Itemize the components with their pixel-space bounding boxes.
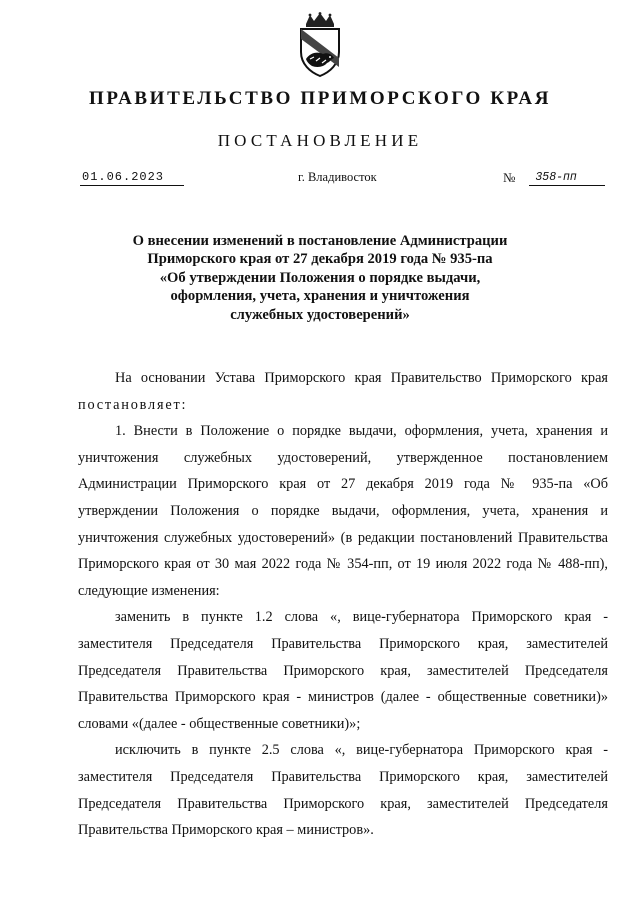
document-number (503, 170, 605, 186)
number-value: 358-пп (529, 171, 605, 186)
heading-line: служебных удостоверений» (230, 306, 410, 323)
number-sign: № (503, 170, 516, 185)
heading-line: Приморского края от 27 декабря 2019 года № 935-па (147, 251, 493, 268)
document-city: г. Владивосток (298, 170, 377, 184)
intro-paragraph (78, 365, 608, 418)
intro-text: На основании Устава Приморского края Правительство Приморского края (115, 370, 608, 386)
change-1-paragraph: заменить в пункте 1.2 слова «, вице-губернатора Приморского края - заместителя Председателя Правительства Приморского края, заместителей Председателя Правительства Приморского края, заместителей Председателя Правительства Приморского края - министров (далее - общественные советники)» словами «(далее - общественные советники)»; (78, 609, 608, 732)
document-heading (120, 232, 520, 324)
resolution-verb: постановляет: (78, 396, 188, 413)
document-date: 01.06.2023 (80, 170, 184, 186)
coat-of-arms-icon (297, 12, 343, 78)
change-2-paragraph: исключить в пункте 2.5 слова «, вице-губернатора Приморского края - заместителя Председателя Правительства Приморского края, заместителей Председателя Правительства Приморского края, заместителей Председателя Правительства Приморского края – министров». (78, 742, 608, 839)
item-1-paragraph: 1. Внести в Положение о порядке выдачи, оформления, учета, хранения и уничтожения служебных удостоверений, утвержденное постановлением Администрации Приморского края от 27 декабря 2019 года № 935-па «Об утверждении Положения о порядке выдачи, оформления, учета, хранения и уничтожения служебных удостоверений» (в редакции постановлений Правительства Приморского края от 30 мая 2022 года № 354-пп, от 19 июля 2022 года № 488-пп), следующие изменения: (78, 423, 608, 599)
heading-line: О внесении изменений в постановление Администрации (132, 233, 508, 249)
heading-line: «Об утверждении Положения о порядке выдачи, (159, 269, 481, 286)
heading-line: оформления, учета, хранения и уничтожения (170, 288, 470, 305)
document-body (78, 365, 608, 844)
document-type: ПОСТАНОВЛЕНИЕ (217, 131, 423, 150)
government-title: ПРАВИТЕЛЬСТВО ПРИМОРСКОГО КРАЯ (88, 88, 552, 109)
